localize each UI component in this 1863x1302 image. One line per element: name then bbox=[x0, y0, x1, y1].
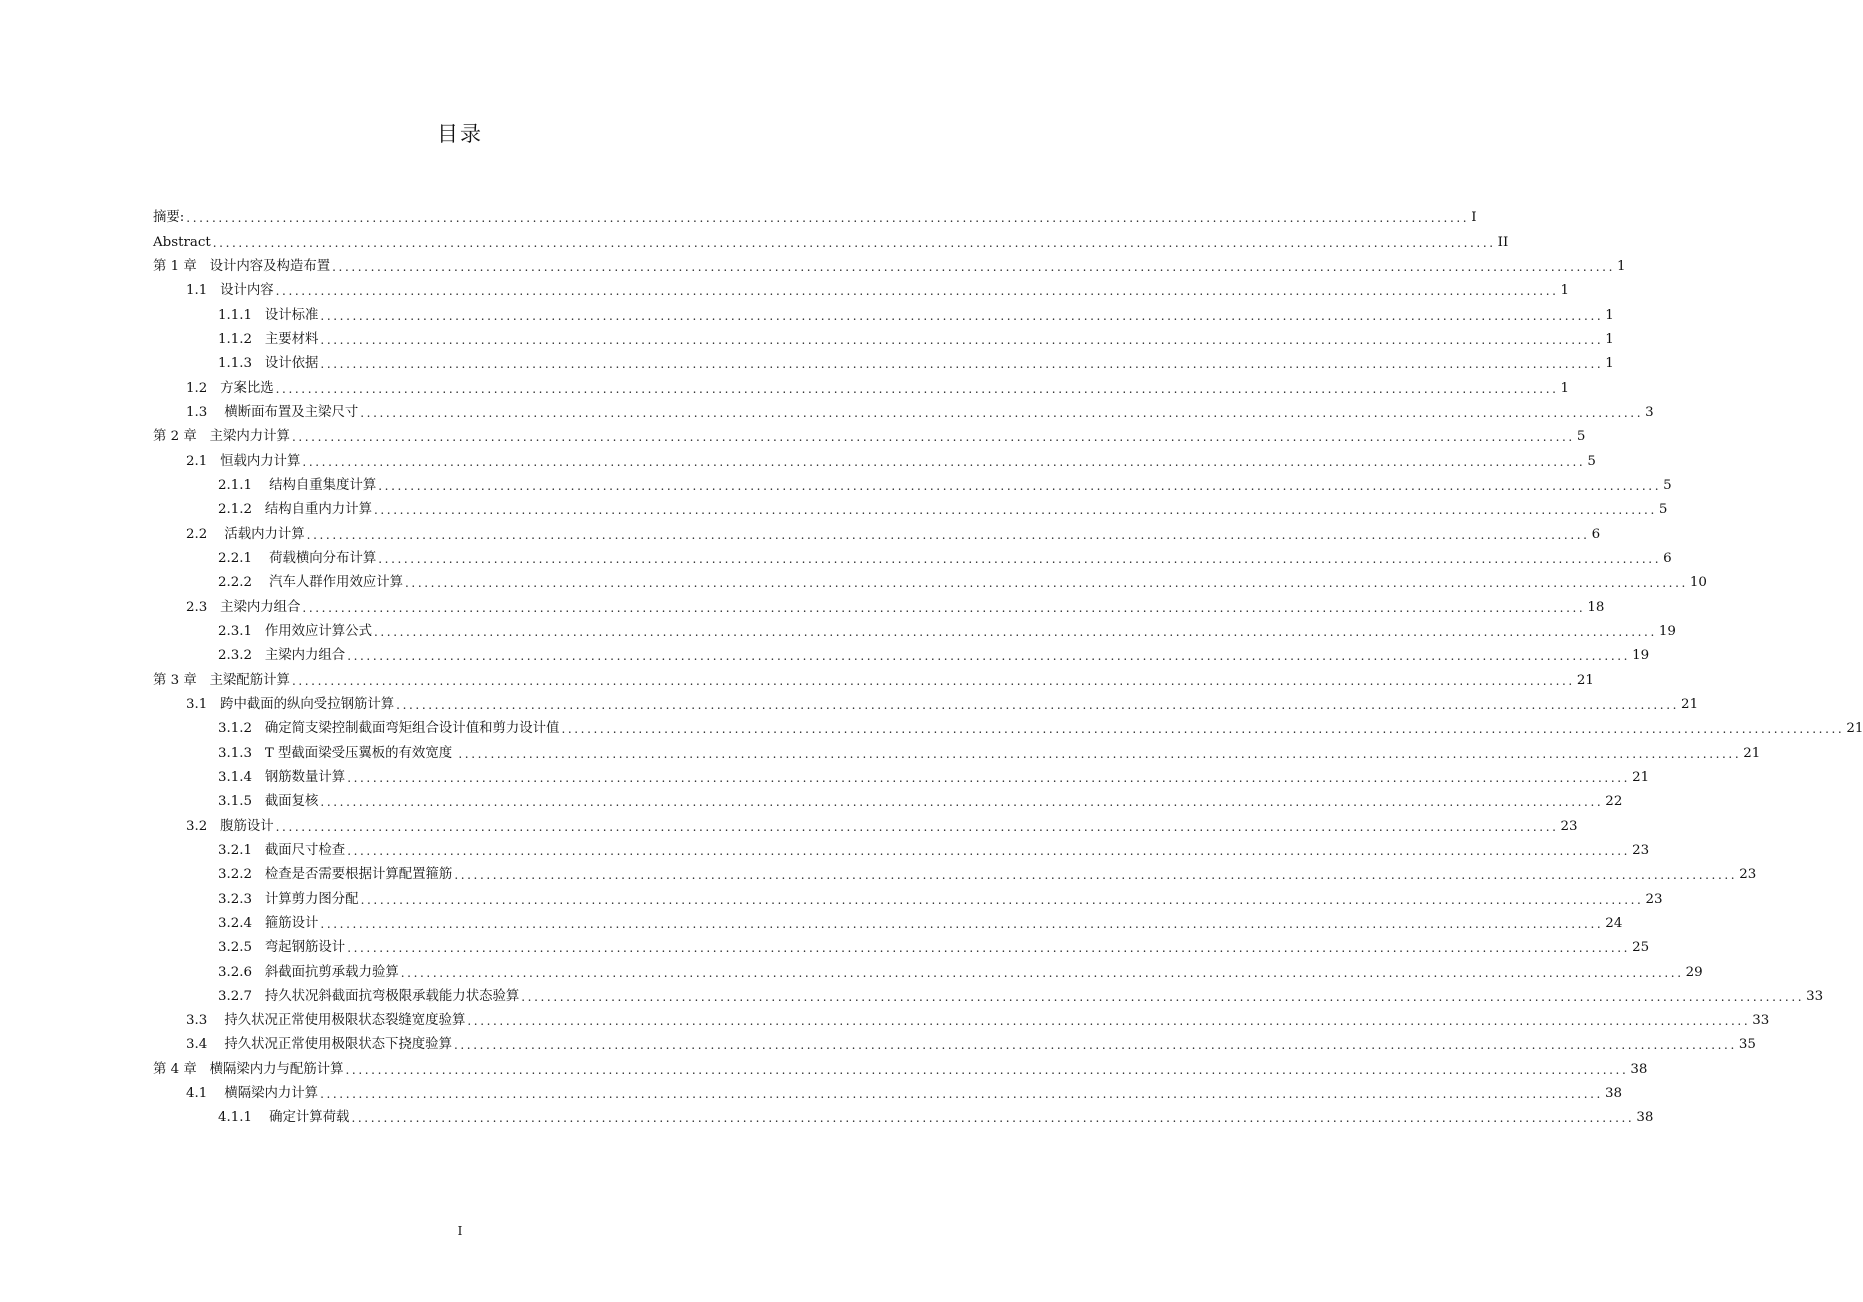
toc-entry-label: 2.1.1 结构自重集度计算 bbox=[218, 477, 377, 493]
toc-entry-page: 1 bbox=[1605, 331, 1614, 347]
toc-entry-label: 3.1.5 截面复核 bbox=[218, 794, 319, 810]
toc-entry-label: 3.1 跨中截面的纵向受拉钢筋计算 bbox=[186, 696, 395, 712]
toc-entry[interactable] bbox=[153, 303, 1614, 327]
toc-entry[interactable] bbox=[153, 449, 1596, 473]
toc-leader-dots: ........................................................................................................................................................................................................ bbox=[360, 405, 1644, 420]
toc-leader-dots: ........................................................................................................................................................................................................ bbox=[378, 478, 1662, 493]
toc-entry[interactable] bbox=[153, 741, 1761, 765]
toc-leader-dots: ........................................................................................................................................................................................................ bbox=[373, 503, 1657, 518]
toc-leader-dots: ........................................................................................................................................................................................................ bbox=[212, 235, 1496, 250]
toc-leader-dots: ........................................................................................................................................................................................................ bbox=[320, 1087, 1603, 1102]
toc-entry[interactable] bbox=[153, 547, 1672, 571]
toc-entry-label: 2.3.2 主梁内力组合 bbox=[218, 648, 346, 664]
toc-leader-dots: ........................................................................................................................................................................................................ bbox=[378, 551, 1662, 566]
toc-entry-page: 1 bbox=[1605, 307, 1614, 323]
toc-entry-page: 38 bbox=[1604, 1086, 1622, 1102]
toc-entry[interactable] bbox=[153, 620, 1676, 644]
toc-entry-page: I bbox=[1471, 210, 1477, 226]
toc-leader-dots: ........................................................................................................................................................................................................ bbox=[302, 600, 1586, 615]
toc-leader-dots: ........................................................................................................................................................................................................ bbox=[400, 965, 1684, 980]
toc-entry[interactable] bbox=[153, 571, 1707, 595]
toc-entry-label: Abstract bbox=[153, 234, 211, 250]
toc-entry[interactable] bbox=[153, 401, 1654, 425]
toc-title: 目录 bbox=[437, 122, 483, 146]
toc-leader-dots: ........................................................................................................................................................................................................ bbox=[275, 819, 1559, 834]
toc-leader-dots: ........................................................................................................................................................................................................ bbox=[347, 843, 1631, 858]
toc-entry[interactable] bbox=[153, 644, 1650, 668]
toc-entry-label: 3.1.3 T 型截面梁受压翼板的有效宽度 bbox=[218, 745, 457, 761]
toc-entry[interactable] bbox=[153, 960, 1703, 984]
toc-leader-dots: ........................................................................................................................................................................................................ bbox=[332, 259, 1615, 274]
toc-entry-label: 3.2.1 截面尺寸检查 bbox=[218, 842, 346, 858]
toc-entry-label: 1.2 方案比选 bbox=[186, 380, 274, 396]
toc-entry-page: 29 bbox=[1685, 964, 1703, 980]
toc-entry-page: 35 bbox=[1738, 1037, 1756, 1053]
toc-entry-page: 33 bbox=[1752, 1013, 1770, 1029]
toc-entry[interactable] bbox=[153, 839, 1650, 863]
toc-entry[interactable] bbox=[153, 522, 1601, 546]
toc-entry-page: 6 bbox=[1591, 526, 1601, 542]
toc-entry[interactable] bbox=[153, 206, 1477, 230]
toc-leader-dots: ........................................................................................................................................................................................................ bbox=[467, 1014, 1751, 1029]
toc-leader-dots: ........................................................................................................................................................................................................ bbox=[320, 795, 1604, 810]
toc-entry-label: 4.1.1 确定计算荷载 bbox=[218, 1110, 350, 1126]
toc-entry-label: 3.2.3 计算剪力图分配 bbox=[218, 891, 359, 907]
toc-entry-label: 3.1.4 钢筋数量计算 bbox=[218, 769, 346, 785]
toc-entry-label: 3.1.2 确定简支梁控制截面弯矩组合设计值和剪力设计值 bbox=[218, 721, 560, 737]
toc-entry-label: 3.4 持久状况正常使用极限状态下挠度验算 bbox=[186, 1037, 452, 1053]
toc-leader-dots: ........................................................................................................................................................................................................ bbox=[320, 332, 1604, 347]
toc-entry[interactable] bbox=[153, 1106, 1654, 1130]
toc-leader-dots: ........................................................................................................................................................................................................ bbox=[351, 1111, 1635, 1126]
toc-entry-label: 2.1.2 结构自重内力计算 bbox=[218, 502, 372, 518]
toc-leader-dots: ........................................................................................................................................................................................................ bbox=[291, 673, 1575, 688]
toc-entry-page: 5 bbox=[1587, 453, 1596, 469]
toc-entry[interactable] bbox=[153, 717, 1863, 741]
toc-entry-page: 5 bbox=[1658, 502, 1668, 518]
toc-entry-page: 5 bbox=[1576, 429, 1586, 445]
table-of-contents bbox=[153, 206, 1863, 1130]
toc-entry-page: 21 bbox=[1846, 721, 1863, 737]
toc-entry-page: 3 bbox=[1645, 404, 1654, 420]
toc-entry[interactable] bbox=[153, 230, 1509, 254]
toc-entry-label: 4.1 横隔梁内力计算 bbox=[186, 1086, 319, 1102]
toc-entry-page: 18 bbox=[1587, 599, 1605, 615]
toc-entry[interactable] bbox=[153, 498, 1668, 522]
toc-entry[interactable] bbox=[153, 595, 1605, 619]
toc-entry-label: 3.2.2 检查是否需要根据计算配置箍筋 bbox=[218, 867, 453, 883]
toc-entry-label: 摘要: bbox=[153, 210, 185, 226]
toc-entry-label: 2.2 活载内力计算 bbox=[186, 526, 305, 542]
toc-leader-dots: ........................................................................................................................................................................................................ bbox=[405, 576, 1688, 591]
toc-entry-label: 1.1 设计内容 bbox=[186, 283, 274, 299]
toc-entry[interactable] bbox=[153, 863, 1757, 887]
toc-entry-page: 10 bbox=[1689, 575, 1707, 591]
toc-entry-page: 21 bbox=[1743, 745, 1761, 761]
toc-entry-page: 24 bbox=[1605, 915, 1623, 931]
toc-entry-label: 第 1 章 设计内容及构造布置 bbox=[153, 258, 331, 274]
toc-entry[interactable] bbox=[153, 1009, 1770, 1033]
toc-entry[interactable] bbox=[153, 814, 1578, 838]
toc-entry-page: 1 bbox=[1605, 356, 1614, 372]
toc-entry-page: 33 bbox=[1806, 988, 1824, 1004]
toc-entry-page: 23 bbox=[1739, 867, 1757, 883]
toc-entry-page: 19 bbox=[1658, 623, 1676, 639]
toc-entry-label: 1.1.2 主要材料 bbox=[218, 331, 319, 347]
toc-entry-label: 第 2 章 主梁内力计算 bbox=[153, 429, 290, 445]
toc-leader-dots: ........................................................................................................................................................................................................ bbox=[561, 722, 1845, 737]
toc-entry-label: 2.1 恒载内力计算 bbox=[186, 453, 301, 469]
toc-entry-page: 38 bbox=[1630, 1061, 1648, 1077]
toc-entry-label: 2.3 主梁内力组合 bbox=[186, 599, 301, 615]
toc-entry[interactable] bbox=[153, 693, 1699, 717]
toc-leader-dots: ........................................................................................................................................................................................................ bbox=[454, 868, 1738, 883]
toc-entry-page: 1 bbox=[1617, 258, 1626, 274]
toc-entry[interactable] bbox=[153, 425, 1586, 449]
toc-entry-page: 21 bbox=[1576, 672, 1594, 688]
toc-entry[interactable] bbox=[153, 766, 1650, 790]
toc-entry-page: 21 bbox=[1632, 769, 1650, 785]
toc-leader-dots: ........................................................................................................................................................................................................ bbox=[396, 697, 1680, 712]
toc-entry[interactable] bbox=[153, 1082, 1622, 1106]
toc-entry-label: 3.2 腹筋设计 bbox=[186, 818, 274, 834]
toc-entry[interactable] bbox=[153, 887, 1663, 911]
toc-leader-dots: ........................................................................................................................................................................................................ bbox=[320, 308, 1604, 323]
toc-leader-dots: ........................................................................................................................................................................................................ bbox=[347, 941, 1631, 956]
toc-entry-page: 38 bbox=[1636, 1110, 1654, 1126]
toc-leader-dots: ........................................................................................................................................................................................................ bbox=[275, 381, 1559, 396]
toc-leader-dots: ........................................................................................................................................................................................................ bbox=[306, 527, 1590, 542]
toc-entry-page: 22 bbox=[1605, 794, 1623, 810]
toc-entry[interactable] bbox=[153, 255, 1626, 279]
toc-leader-dots: ........................................................................................................................................................................................................ bbox=[453, 1038, 1737, 1053]
toc-entry-label: 第 4 章 横隔梁内力与配筋计算 bbox=[153, 1061, 344, 1077]
toc-entry-label: 1.3 横断面布置及主梁尺寸 bbox=[186, 404, 359, 420]
toc-entry[interactable] bbox=[153, 376, 1570, 400]
toc-entry-label: 3.2.7 持久状况斜截面抗弯极限承载能力状态验算 bbox=[218, 988, 520, 1004]
toc-entry[interactable] bbox=[153, 474, 1672, 498]
page-number-footer: I bbox=[457, 1224, 463, 1238]
toc-entry[interactable] bbox=[153, 668, 1594, 692]
toc-entry[interactable] bbox=[153, 1057, 1648, 1081]
toc-leader-dots: ........................................................................................................................................................................................................ bbox=[347, 649, 1631, 664]
toc-entry[interactable] bbox=[153, 1033, 1756, 1057]
toc-entry-label: 第 3 章 主梁配筋计算 bbox=[153, 672, 290, 688]
toc-entry-label: 1.1.3 设计依据 bbox=[218, 356, 319, 372]
toc-leader-dots: ........................................................................................................................................................................................................ bbox=[186, 211, 1470, 226]
toc-entry[interactable] bbox=[153, 352, 1614, 376]
toc-entry[interactable] bbox=[153, 985, 1824, 1009]
toc-entry-page: 19 bbox=[1632, 648, 1650, 664]
toc-entry-page: 1 bbox=[1560, 283, 1570, 299]
toc-entry[interactable] bbox=[153, 790, 1623, 814]
toc-leader-dots: ........................................................................................................................................................................................................ bbox=[345, 1062, 1629, 1077]
toc-leader-dots: ........................................................................................................................................................................................................ bbox=[320, 357, 1604, 372]
toc-leader-dots: ........................................................................................................................................................................................................ bbox=[360, 892, 1644, 907]
toc-entry-page: 6 bbox=[1663, 550, 1672, 566]
toc-entry-page: 21 bbox=[1681, 696, 1699, 712]
toc-leader-dots: ........................................................................................................................................................................................................ bbox=[521, 989, 1805, 1004]
toc-leader-dots: ........................................................................................................................................................................................................ bbox=[347, 770, 1631, 785]
toc-entry-label: 3.2.5 弯起钢筋设计 bbox=[218, 940, 346, 956]
toc-entry-page: 25 bbox=[1632, 940, 1650, 956]
toc-entry-page: 5 bbox=[1663, 477, 1672, 493]
toc-entry[interactable] bbox=[153, 936, 1650, 960]
toc-entry-label: 2.2.2 汽车人群作用效应计算 bbox=[218, 575, 404, 591]
toc-entry[interactable] bbox=[153, 328, 1614, 352]
toc-entry-label: 3.2.6 斜截面抗剪承载力验算 bbox=[218, 964, 399, 980]
toc-leader-dots: ........................................................................................................................................................................................................ bbox=[320, 916, 1604, 931]
toc-leader-dots: ........................................................................................................................................................................................................ bbox=[458, 746, 1742, 761]
toc-leader-dots: ........................................................................................................................................................................................................ bbox=[302, 454, 1586, 469]
toc-entry[interactable] bbox=[153, 279, 1570, 303]
toc-leader-dots: ........................................................................................................................................................................................................ bbox=[275, 284, 1559, 299]
toc-entry-page: II bbox=[1497, 234, 1509, 250]
toc-entry-page: 23 bbox=[1645, 891, 1663, 907]
toc-entry-page: 23 bbox=[1632, 842, 1650, 858]
toc-leader-dots: ........................................................................................................................................................................................................ bbox=[291, 430, 1575, 445]
toc-entry-label: 2.3.1 作用效应计算公式 bbox=[218, 623, 372, 639]
toc-entry-page: 1 bbox=[1560, 380, 1570, 396]
toc-entry[interactable] bbox=[153, 912, 1623, 936]
toc-entry-label: 1.1.1 设计标准 bbox=[218, 307, 319, 323]
toc-entry-label: 3.2.4 箍筋设计 bbox=[218, 915, 319, 931]
toc-entry-label: 3.3 持久状况正常使用极限状态裂缝宽度验算 bbox=[186, 1013, 466, 1029]
toc-leader-dots: ........................................................................................................................................................................................................ bbox=[373, 624, 1657, 639]
toc-entry-page: 23 bbox=[1560, 818, 1578, 834]
toc-entry-label: 2.2.1 荷载横向分布计算 bbox=[218, 550, 377, 566]
